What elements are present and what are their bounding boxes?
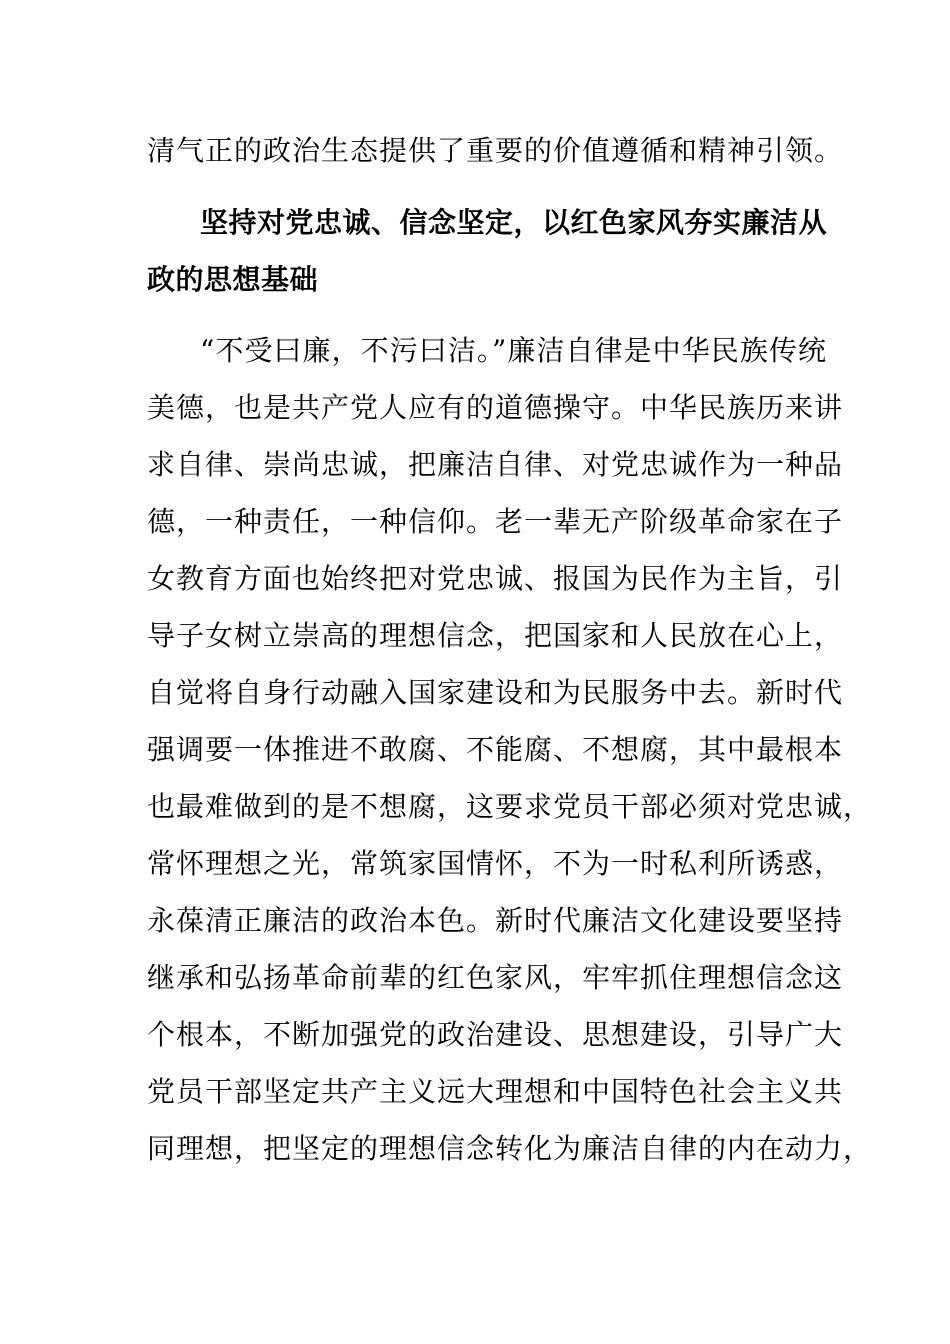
paragraph-line-13: 个根本，不断加强党的政治建设、思想建设，引导广大 xyxy=(147,1018,844,1051)
paragraph-line-6: 导子女树立崇高的理想信念，把国家和人民放在心上， xyxy=(147,619,844,652)
paragraph-line-4: 德，一种责任，一种信仰。老一辈无产阶级革命家在子 xyxy=(147,505,844,538)
paragraph-line-11: 永葆清正廉洁的政治本色。新时代廉洁文化建设要坚持 xyxy=(147,904,844,937)
paragraph-line-7: 自觉将自身行动融入国家建设和为民服务中去。新时代 xyxy=(147,676,844,709)
paragraph-line-15: 同理想，把坚定的理想信念转化为廉洁自律的内在动力， xyxy=(147,1132,873,1165)
paragraph-line-10: 常怀理想之光，常筑家国情怀，不为一时私利所诱惑， xyxy=(147,847,844,880)
paragraph-line-5: 女教育方面也始终把对党忠诚、报国为民作为主旨，引 xyxy=(147,562,844,595)
paragraph-line-14: 党员干部坚定共产主义远大理想和中国特色社会主义共 xyxy=(147,1075,844,1108)
intro-tail-line: 清气正的政治生态提供了重要的价值遵循和精神引领。 xyxy=(147,134,844,167)
paragraph-line-3: 求自律、崇尚忠诚，把廉洁自律、对党忠诚作为一种品 xyxy=(147,448,844,481)
paragraph-line-8: 强调要一体推进不敢腐、不能腐、不想腐，其中最根本 xyxy=(147,733,844,766)
paragraph-line-1: “不受曰廉，不污曰洁。”廉洁自律是中华民族传统 xyxy=(200,334,827,367)
paragraph-line-12: 继承和弘扬革命前辈的红色家风，牢牢抓住理想信念这 xyxy=(147,961,844,994)
paragraph-line-2: 美德，也是共产党人应有的道德操守。中华民族历来讲 xyxy=(147,391,844,424)
section-heading-line-2: 政的思想基础 xyxy=(147,263,319,296)
section-heading-line-1: 坚持对党忠诚、信念坚定，以红色家风夯实廉洁从 xyxy=(200,206,828,239)
paragraph-line-9: 也最难做到的是不想腐，这要求党员干部必须对党忠诚， xyxy=(147,790,873,823)
